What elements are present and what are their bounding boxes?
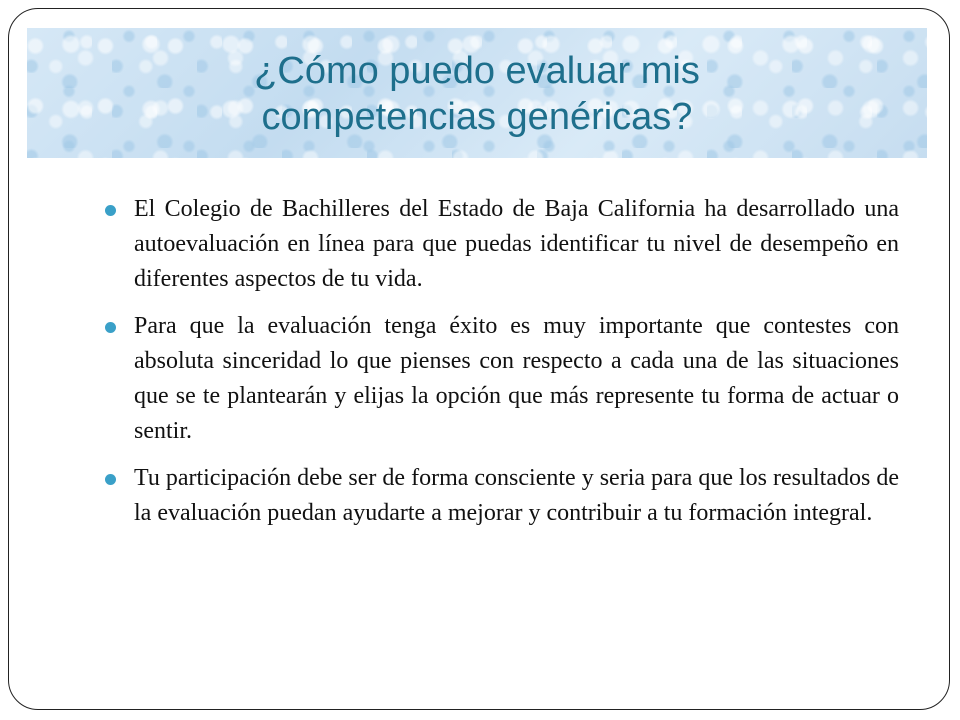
bullet-text-3: Tu participación debe ser de forma consciente y seria para que los resultados de la evaluación puedan ayudarte a mejorar y contribuir a tu formación integral. bbox=[134, 465, 899, 526]
bullet-icon bbox=[105, 205, 116, 216]
slide-title-line-1: ¿Cómo puedo evaluar mis bbox=[254, 50, 700, 92]
slide-title bbox=[27, 48, 927, 140]
bullet-text-1: El Colegio de Bachilleres del Estado de Baja California ha desarrollado una autoevaluación en línea para que puedas identificar tu nivel de desempeño en diferentes aspectos de tu vida. bbox=[134, 196, 899, 292]
bullet-icon bbox=[105, 474, 116, 485]
bullet-text-2: Para que la evaluación tenga éxito es muy importante que contestes con absoluta sinceridad lo que pienses con respecto a cada una de las situaciones que se te plantearán y elijas la opción que más represente tu forma de actuar o sentir. bbox=[134, 313, 899, 444]
slide bbox=[8, 8, 950, 710]
title-band bbox=[27, 28, 927, 158]
bullet-item-3 bbox=[105, 461, 899, 531]
bullet-list bbox=[105, 192, 899, 543]
bullet-item-1 bbox=[105, 192, 899, 297]
bullet-item-2 bbox=[105, 309, 899, 449]
slide-title-line-2: competencias genéricas? bbox=[261, 96, 693, 138]
bullet-icon bbox=[105, 322, 116, 333]
